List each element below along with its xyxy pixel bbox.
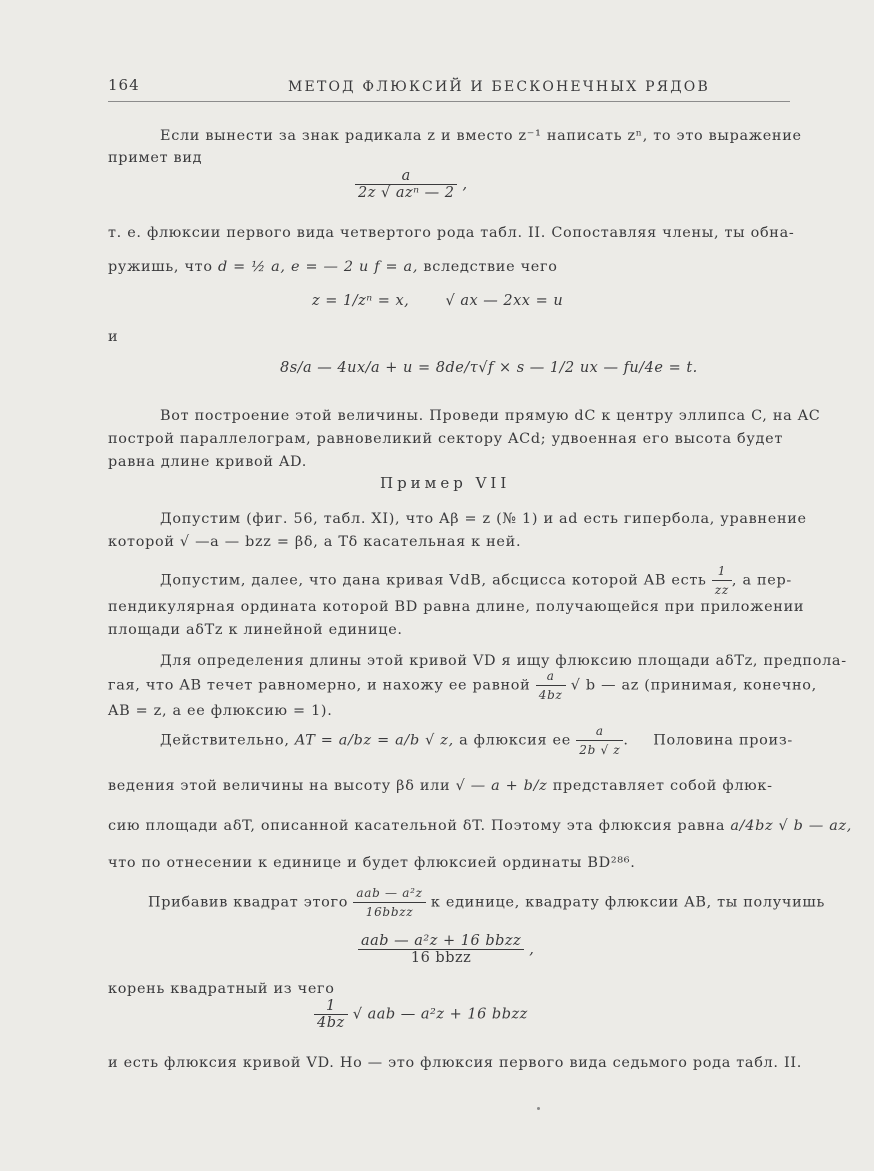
fraction-numerator: a (595, 724, 604, 738)
paragraph-line: построй параллелограм, равновеликий сектору ACd; удвоенная его высота будет (108, 431, 783, 447)
fraction (314, 998, 348, 1031)
text-fragment: Прибавив квадрат этого (148, 894, 349, 911)
equation-5 (314, 998, 528, 1031)
paragraph-line (108, 667, 817, 704)
paragraph-line: равна длине кривой AD. (108, 454, 308, 470)
page-number: 164 (108, 76, 140, 94)
paragraph-line: Если вынести за знак радикала z и вместо z⁻¹ написать zⁿ, то это выражение (160, 128, 802, 144)
text-fragment: а флюксия ее (459, 732, 571, 749)
text-fragment: , а пер- (731, 572, 792, 589)
inline-fraction (576, 722, 623, 759)
equation-left: z = 1/zⁿ = x, (312, 293, 410, 309)
fraction-denominator: 2z √ azⁿ — 2 (355, 184, 457, 201)
fraction-numerator: aab — a²z (356, 886, 423, 900)
text-fragment: гая, что AB течет равномерно, и нахожу ее равной (108, 677, 531, 694)
paragraph-line: площади aδTz к линейной единице. (108, 622, 403, 638)
paragraph-line (160, 562, 792, 599)
text-fragment: Половина произ- (653, 732, 793, 749)
fraction-numerator: a (401, 168, 411, 184)
paragraph-line: которой √ —a — bzz = βδ, а Tδ касательная к ней. (108, 534, 522, 550)
fraction-numerator: aab — a²z + 16 bbzz (361, 933, 522, 949)
inline-math: √ — a + b/z (455, 778, 548, 794)
equation-1: $\frac{a}{\text{2z √ azⁿ — 2}}$ , (355, 168, 468, 201)
fraction-denominator: zz (712, 580, 732, 599)
paragraph-line: примет вид (108, 150, 203, 166)
paragraph-line: пендикулярная ордината которой BD равна длине, получающейся при приложении (108, 599, 805, 615)
fraction-denominator: 2b √ z (576, 740, 623, 759)
paragraph-line: Допустим (фиг. 56, табл. XI), что Aβ = z (№ 1) и ad есть гипербола, уравнение (160, 511, 807, 527)
paragraph-line: AB = z, а ее флюксию = 1). (108, 703, 333, 719)
paragraph-line: Действительно, AT = a/bz = a/b √ z, а флюксия ее $\frac{a}{2b √ z}$ . Половина произ- (160, 724, 793, 757)
text-fragment: √ b — az (принимая, конечно, (570, 677, 817, 694)
fraction-denominator: 16bbzz (353, 902, 425, 921)
fraction-numerator: 1 (717, 564, 727, 578)
text-fragment: вследствие чего (423, 259, 558, 275)
inline-math: a/4bz √ b — az, (730, 818, 853, 834)
text-fragment: к единице, квадрату флюксии AB, ты получишь (430, 894, 826, 911)
equation-3: 8s/a — 4ux/a + u = 8de/τ√f × s — 1/2 ux — fu/4e = t. (280, 360, 698, 376)
paragraph-line (108, 775, 773, 797)
inline-fraction (712, 562, 732, 599)
fraction-denominator: 16 bbzz (358, 949, 524, 966)
inline-fraction (353, 884, 425, 921)
fraction (358, 933, 524, 966)
text-fragment: ведения этой величины на высоту βδ или (108, 778, 451, 794)
paragraph-line: Вот построение этой величины. Проведи прямую dC к центру эллипса C, на AC (160, 408, 821, 424)
inline-math: d = ½ a, e = — 2 и f = a, (218, 259, 419, 275)
equation-right: √ ax — 2xx = u (445, 293, 564, 309)
fraction (355, 168, 457, 201)
text-fragment: сию площади aδT, описанной касательной δT. Поэтому эта флюксия равна (108, 818, 726, 834)
conjunction: и (108, 329, 119, 345)
example-heading: Пример VII (380, 474, 511, 492)
equation-2 (312, 293, 563, 309)
paragraph-line (148, 884, 825, 921)
fraction-numerator: a (546, 669, 555, 683)
paragraph-line: т. е. флюксии первого вида четвертого рода табл. II. Сопоставляя члены, ты обна- (108, 225, 795, 241)
fraction-numerator: 1 (325, 998, 336, 1014)
radical-expression: √ aab — a²z + 16 bbzz (352, 1006, 528, 1023)
paper-speck (537, 1107, 540, 1110)
text-fragment: Действительно, (160, 732, 290, 749)
paragraph-line: Для определения длины этой кривой VD я ищу флюксию площади aδTz, предпола- (160, 653, 847, 669)
header-divider (108, 101, 790, 102)
paragraph-line (108, 815, 852, 837)
paragraph-line: что по отнесении к единице и будет флюксией ординаты BD²⁸⁶. (108, 855, 636, 871)
paragraph-line: и есть флюксия кривой VD. Но — это флюксия первого вида седьмого рода табл. II. (108, 1055, 802, 1071)
running-title: МЕТОД ФЛЮКСИЙ И БЕСКОНЕЧНЫХ РЯДОВ (288, 79, 710, 95)
equation-4: $\frac{\text{aab — a²z + 16 bbzz}}{\text{16 bbzz}}$ , (358, 933, 534, 966)
text-fragment: Допустим, далее, что дана кривая VdB, абсцисса которой AB есть (160, 572, 707, 589)
fraction-denominator: 4bz (314, 1014, 348, 1031)
fraction-denominator: 4bz (536, 685, 566, 704)
text-fragment: ружишь, что (108, 259, 213, 275)
inline-math: AT = a/bz = a/b √ z, (294, 732, 454, 749)
paragraph-line (108, 256, 558, 278)
inline-fraction (536, 667, 566, 704)
text-fragment: представляет собой флюк- (552, 778, 773, 794)
paragraph-line: корень квадратный из чего (108, 981, 335, 997)
